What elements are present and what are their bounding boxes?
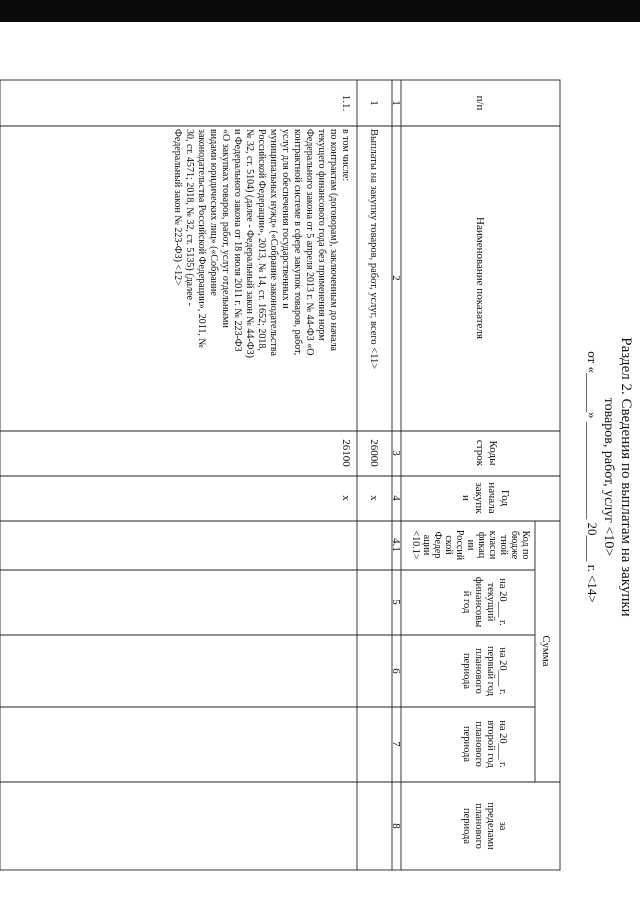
header-code-2: строк <box>474 439 486 467</box>
row2-name-line: Российской Федерации», 2013, № 14, ст. 1652; 2018, <box>256 129 267 351</box>
title-line-2: товаров, работ, услуг <10> <box>601 397 616 557</box>
row2-name-line: и Федерального закона от 18 июля 2011 г. № 223-ФЗ <box>232 129 243 352</box>
row2-code: 26100 <box>340 439 352 467</box>
budget-code-line: тной <box>498 534 509 556</box>
budget-code-line: ации <box>421 534 432 556</box>
header-pp: п/п <box>474 95 486 111</box>
col8-line: периода <box>461 807 472 845</box>
section-title <box>585 337 634 616</box>
colnum-4: 4 <box>390 495 402 501</box>
budget-code-line: ской <box>443 535 454 555</box>
rotated-page <box>0 22 640 905</box>
budget-code-line: Россий <box>454 529 465 561</box>
col6-line: периода <box>461 652 472 690</box>
scan-top-bar <box>0 0 640 22</box>
row2-name-line: «О закупках товаров, работ, услуг отдельными <box>220 129 231 328</box>
col6-line: первый год <box>485 645 496 697</box>
colnum-6: 6 <box>390 668 402 674</box>
header-year-3: закупк <box>473 482 485 514</box>
col6-line: планового <box>473 648 484 694</box>
title-line-1: Раздел 2. Сведения по выплатам на закупки <box>618 337 634 617</box>
colnum-4-1: 4.1 <box>390 538 402 552</box>
budget-code-line: фикац <box>476 531 487 559</box>
header-budget-code <box>410 530 531 561</box>
budget-code-line: ии <box>465 539 476 551</box>
col7-line: на 20___ г. <box>497 720 508 768</box>
rotated-document <box>0 22 640 905</box>
row2-name-line: муниципальных нужд» («Собрание законодательства <box>268 129 279 356</box>
budget-code-line: бюдже <box>509 530 520 560</box>
row2-name-line: 30, ст. 4571; 2018, № 32, ст. 5135) (далее - <box>184 129 195 306</box>
row2-name-line: текущего финансового года без применения норм <box>316 129 327 341</box>
header-sum: Сумма <box>540 635 552 667</box>
col6-line: на 20___ г. <box>497 647 508 695</box>
row2-name-line: контрактной системе в сфере закупок товаров, работ, <box>292 129 303 356</box>
table-header <box>410 96 552 851</box>
row2-name <box>172 129 351 358</box>
col8-line: пределами <box>485 802 496 850</box>
title-line-3: от «______» _______________ 20____ г. <14> <box>585 351 600 603</box>
row2-name-line: по контрактам (договорам), заключенным до начала <box>328 129 339 351</box>
header-col5 <box>461 577 508 627</box>
col5-line: текущий <box>485 582 496 622</box>
col8-line: планового <box>473 803 484 849</box>
row2-name-line: № 32, ст. 5104) (далее - Федеральный закон № 44-ФЗ) <box>244 129 255 359</box>
col5-line: на 20___ г. <box>497 578 508 626</box>
row2-name-line: видами юридических лиц» («Собрание <box>208 129 219 296</box>
table-row-1-1 <box>172 95 352 502</box>
header-year-4: и <box>460 495 472 501</box>
colnum-5: 5 <box>390 599 402 605</box>
row1-code: 26000 <box>368 439 380 467</box>
row1-pp: 1 <box>368 100 380 106</box>
row1-name: Выплаты на закупку товаров, работ, услуг, всего <11> <box>368 129 379 370</box>
budget-code-line: Код по <box>520 530 531 560</box>
row2-year: x <box>340 495 352 501</box>
header-col7 <box>461 720 508 768</box>
row2-name-line: в том числе: <box>340 129 351 182</box>
row1-year: x <box>368 495 380 501</box>
header-year-2: начала <box>486 482 498 514</box>
col7-line: планового <box>473 721 484 767</box>
header-col6 <box>461 646 508 697</box>
header-name: Наименование показателя <box>474 217 486 339</box>
colnum-1: 1 <box>390 100 402 106</box>
colnum-2: 2 <box>390 275 402 281</box>
header-year-1: Год <box>499 489 511 507</box>
header-col8 <box>461 802 508 850</box>
budget-code-line: Федер <box>432 531 443 559</box>
row2-name-line: услуг для обеспечения государственных и <box>280 129 291 309</box>
row2-pp: 1.1. <box>340 94 352 112</box>
header-code-1: Коды <box>487 440 499 466</box>
colnum-3: 3 <box>390 450 402 456</box>
budget-code-line: <10.1> <box>410 530 421 560</box>
colnum-8: 8 <box>390 823 402 829</box>
col5-line: финансовы <box>473 576 484 628</box>
col8-line: за <box>497 821 508 831</box>
col5-line: й год <box>461 590 472 614</box>
row2-name-line: законодательства Российской Федерации», 2011, № <box>196 129 207 348</box>
table-row-total <box>368 100 380 501</box>
row2-name-line: Федерального закона от 5 апреля 2013 г. № 44-ФЗ «О <box>304 129 315 356</box>
col7-line: периода <box>461 725 472 763</box>
col7-line: второй год <box>485 720 496 768</box>
budget-code-line: класси <box>487 530 498 560</box>
row2-name-line: Федеральный закон № 223-ФЗ) <12> <box>172 129 183 286</box>
colnum-7: 7 <box>390 741 402 747</box>
